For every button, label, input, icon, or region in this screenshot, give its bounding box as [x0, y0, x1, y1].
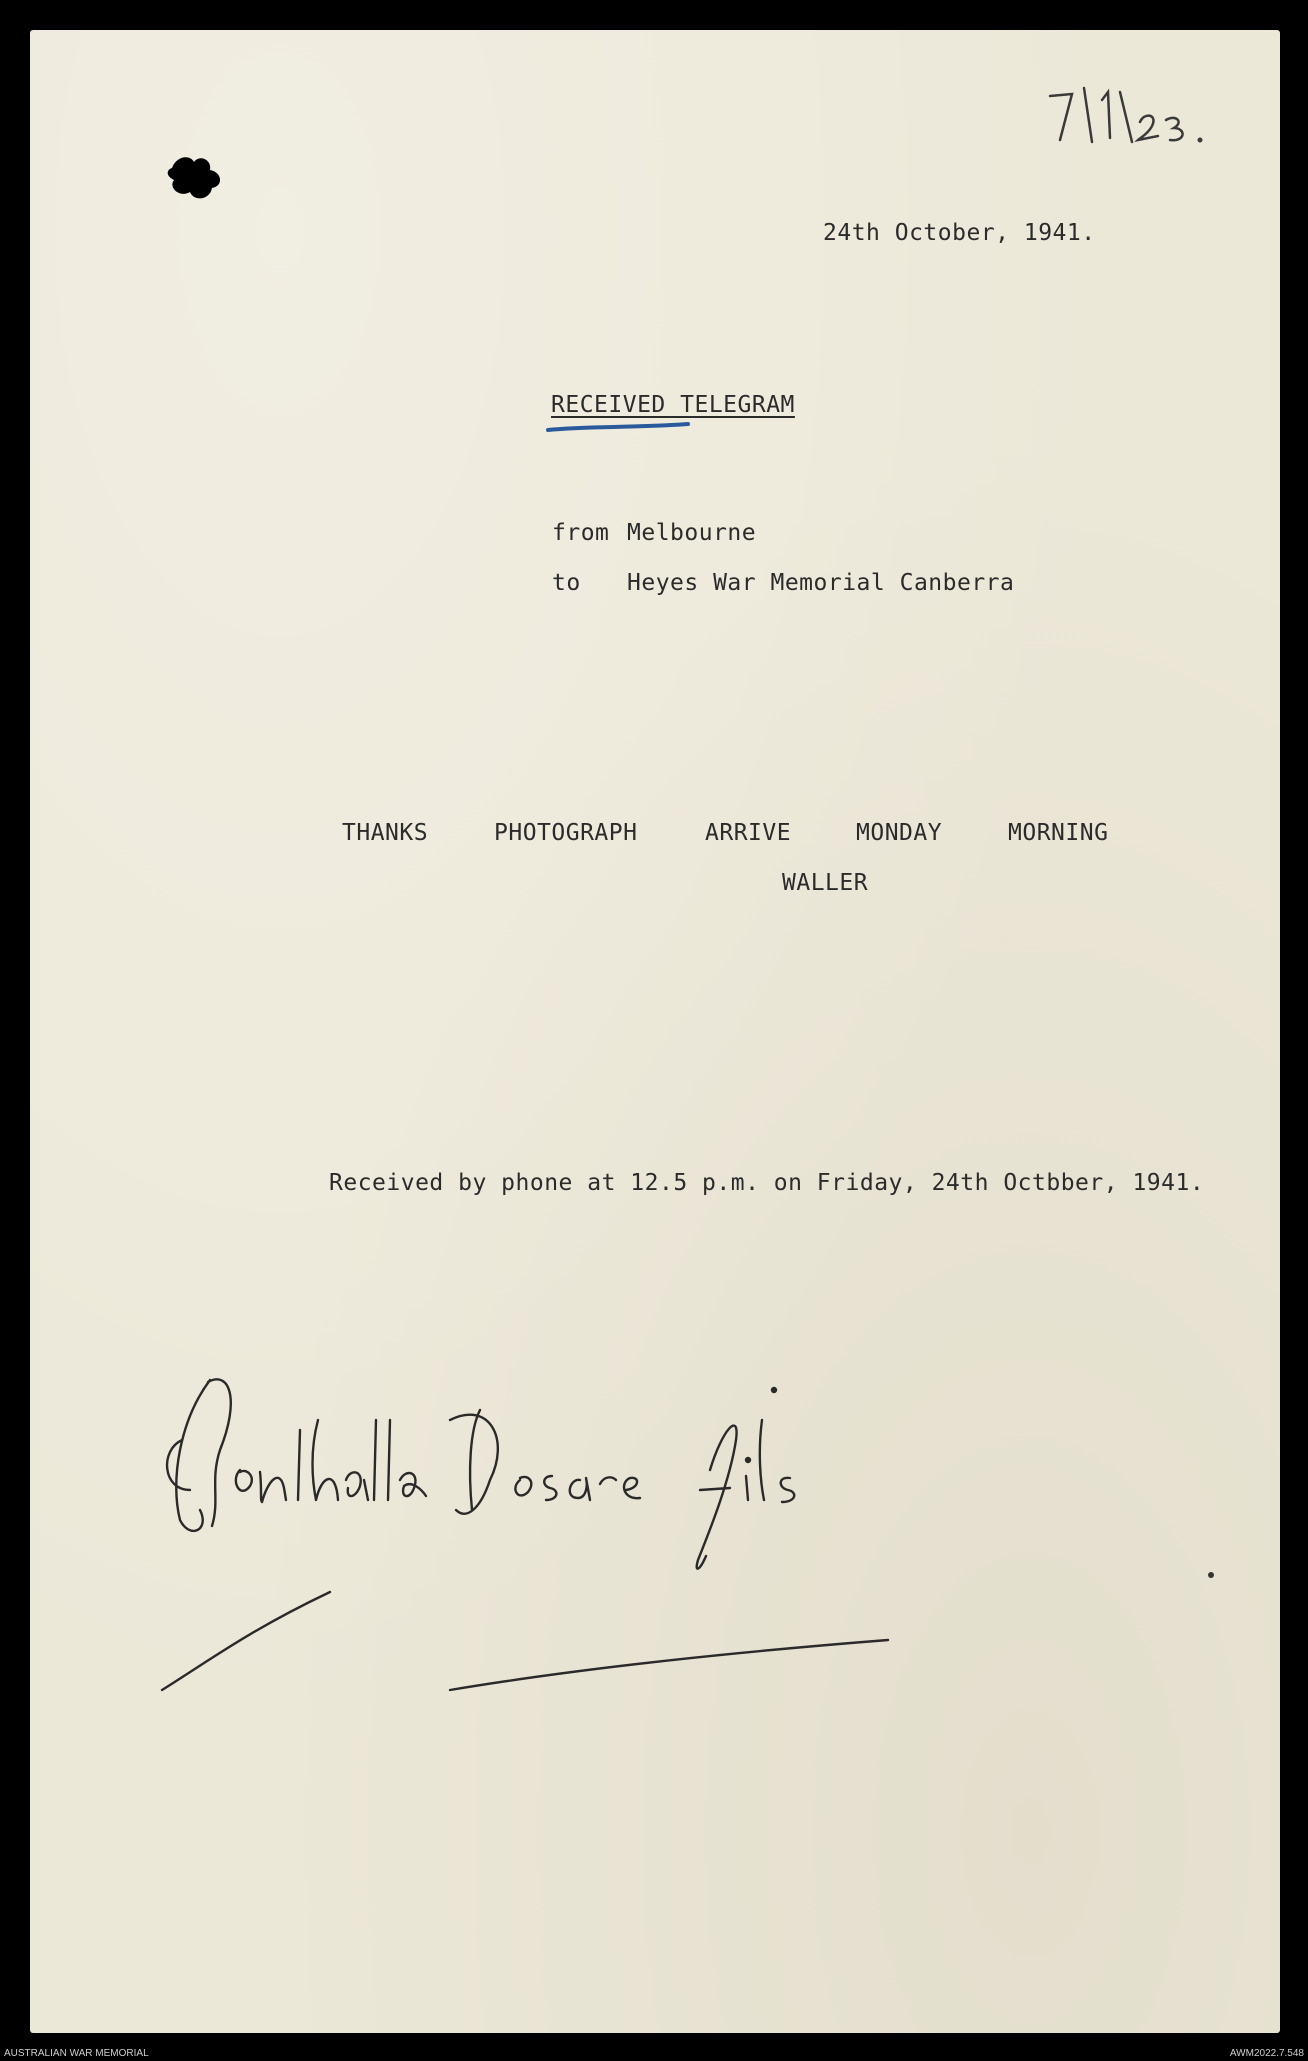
punch-hole: [162, 148, 232, 208]
from-label: from: [552, 520, 610, 546]
footer-institution: AUSTRALIAN WAR MEMORIAL: [4, 2048, 149, 2059]
to-value: Heyes War Memorial Canberra: [627, 570, 1015, 596]
to-label: to: [552, 570, 581, 596]
ink-speck: [1208, 1572, 1214, 1578]
message-word: MORNING: [1008, 820, 1109, 846]
message-word: THANKS: [342, 820, 429, 846]
message-word: PHOTOGRAPH: [494, 820, 638, 846]
blue-ink-underline: [544, 418, 694, 438]
handwritten-reference: [1040, 78, 1230, 148]
received-note: Received by phone at 12.5 p.m. on Friday, 24th Octbber, 1941.: [329, 1170, 1205, 1196]
document-title: RECEIVED TELEGRAM: [551, 392, 795, 418]
footer-reference: AWM2022.7.548: [1229, 2048, 1304, 2059]
handwritten-annotation: [150, 1360, 990, 1700]
sender-name: WALLER: [782, 870, 869, 896]
message-word: MONDAY: [856, 820, 943, 846]
message-word: ARRIVE: [705, 820, 792, 846]
from-value: Melbourne: [627, 520, 757, 546]
document-page: [30, 30, 1280, 2033]
document-date: 24th October, 1941.: [823, 220, 1096, 246]
